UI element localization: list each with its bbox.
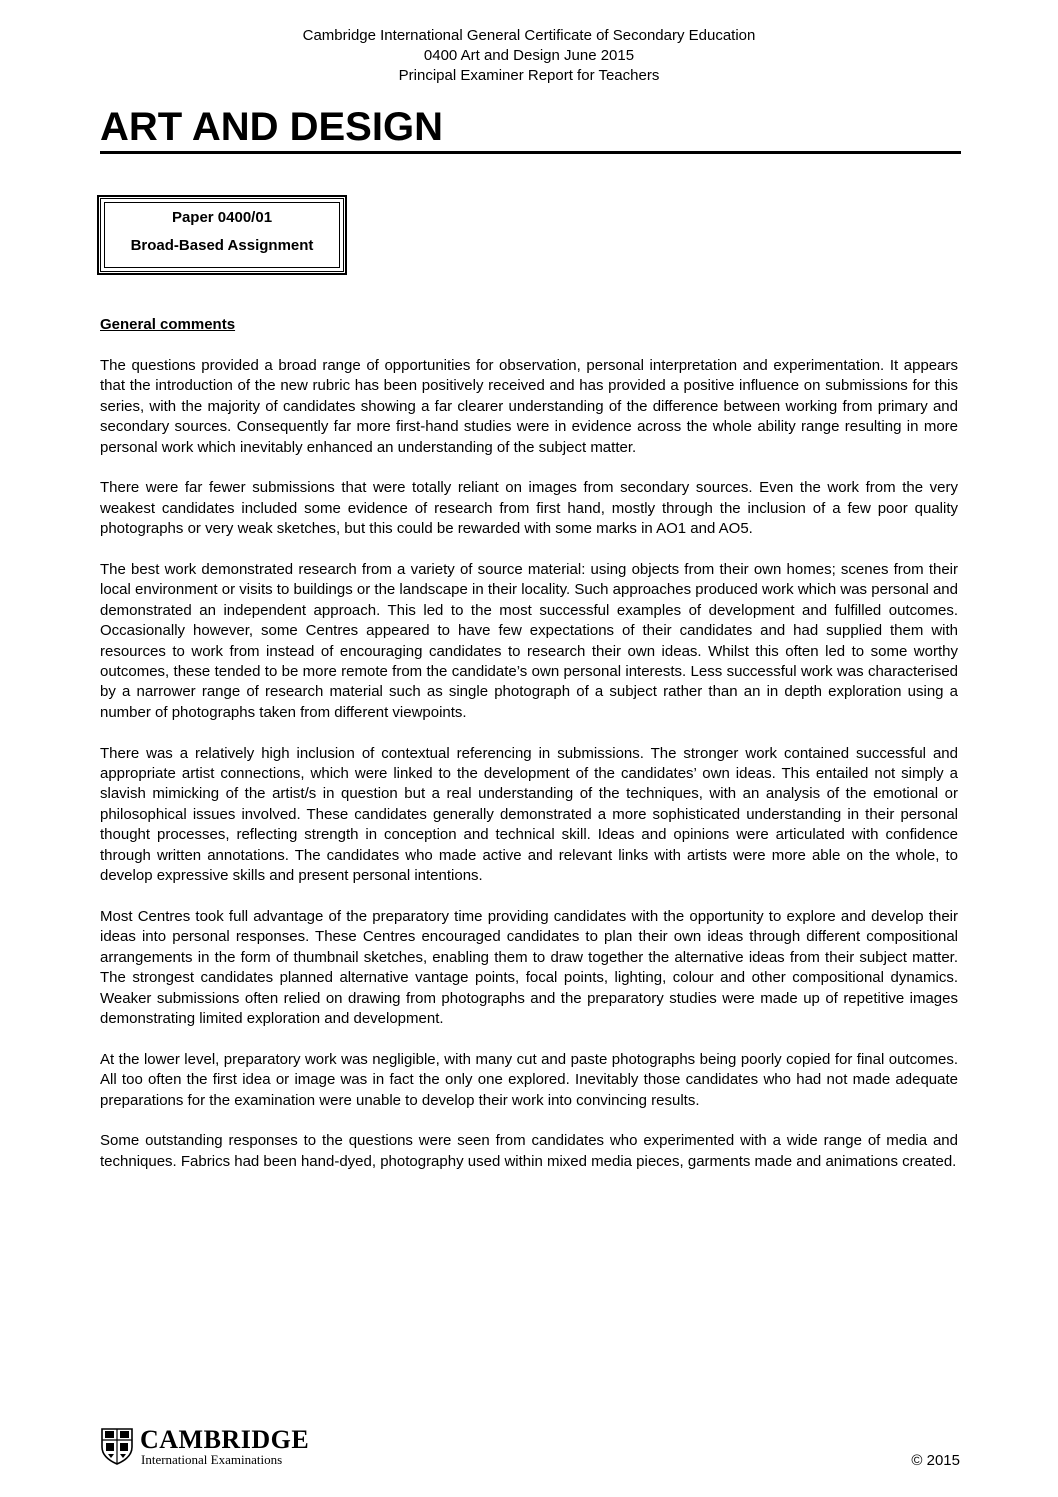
header-line-syllabus: 0400 Art and Design June 2015 [423,47,635,64]
paper-code: Paper 0400/01 [171,209,273,226]
section-heading: General comments [100,316,236,333]
paragraph: The best work demonstrated research from a variety of source material: using objects from their own homes; scenes from their local environment or visits to buildings or the landscape in their locality. Such approaches produced work which was personal and demonstrated an independent approach. This led to the most successful examples of development and fulfilled outcomes. Occasionally however, some Centres appeared to have few expectations of their candidates and had supplied them with resources to work from instead of encouraging candidates to research their own ideas. Whilst this often led to some worthy outcomes, these tended to be more remote from the candidate’s own personal interests. Less successful work was characterised by a narrower range of research material such as single photograph of a subject rather than an in depth exploration using a number of photographs taken from different viewpoints. [100,561,958,721]
cambridge-shield-icon [100,1427,134,1465]
report-body [100,356,958,1193]
logo-wordmark: CAMBRIDGE [140,1425,310,1454]
paragraph: There were far fewer submissions that were totally reliant on images from secondary sources. Even the work from the very weakest candidates included some evidence of research from first hand, mostly through the inclusion of a few poor quality photographs or very weak sketches, but this could be rewarded with some marks in AO1 and AO5. [100,479,958,538]
paragraph: At the lower level, preparatory work was negligible, with many cut and paste photographs being poorly copied for final outcomes. All too often the first idea or image was in fact the only one explored. Inevitably those candidates who had not made adequate preparations for the examination were unable to develop their work into convincing results. [100,1050,958,1109]
paragraph: There was a relatively high inclusion of contextual referencing in submissions. The stronger work contained successful and appropriate artist connections, which were linked to the development of the candidates’ own ideas. This entailed not simply a slavish mimicking of the artist/s in question but a real understanding of the techniques, with an analysis of the emotional or philosophical issues involved. These candidates generally demonstrated a more sophisticated understanding in their personal thought processes, reflecting strength in conception and technical skill. Ideas and opinions were articulated with confidence through written annotations. The candidates who made active and relevant links with artists were more able on the whole, to develop expressive skills and present personal intentions. [100,744,958,885]
page-header [0,26,1058,86]
page-title: ART AND DESIGN [100,105,443,149]
paragraph: Most Centres took full advantage of the preparatory time providing candidates with the opportunity to explore and develop their ideas into personal responses. These Centres encouraged candidates to plan their own ideas through different compositional arrangements in the form of thumbnail sketches, enabling them to draw together the alternative ideas from their subject matter. The strongest candidates planned alternative vantage points, focal points, lighting, colour and other compositional dynamics. Weaker submissions often relied on drawing from photographs and the preparatory studies were made up of repetitive images demonstrating limited exploration and development. [100,907,958,1027]
logo-subtitle: International Examinations [141,1452,283,1467]
paragraph: The questions provided a broad range of opportunities for observation, personal interpretation and experimentation. It appears that the introduction of the new rubric has been positively received and has provided a positive influence on submissions for this series, with the majority of candidates showing a far clearer understanding of the difference between working from primary and secondary sources. Consequently far more first-hand studies were in evidence across the whole ability range resulting in more personal work which inevitably enhanced an understanding of the subject matter. [100,357,958,456]
paper-name: Broad-Based Assignment [130,237,314,254]
header-line-report-type: Principal Examiner Report for Teachers [398,67,660,84]
paper-info-box [98,196,346,274]
paragraph: Some outstanding responses to the questions were seen from candidates who experimented with a wide range of media and techniques. Fabrics had been hand-dyed, photography used within mixed media pieces, garments made and animations created. [100,1132,958,1170]
copyright-notice: © 2015 [911,1452,960,1469]
header-line-qualification: Cambridge International General Certificate of Secondary Education [302,27,756,44]
cambridge-logo [100,1427,330,1467]
title-divider [100,151,961,154]
